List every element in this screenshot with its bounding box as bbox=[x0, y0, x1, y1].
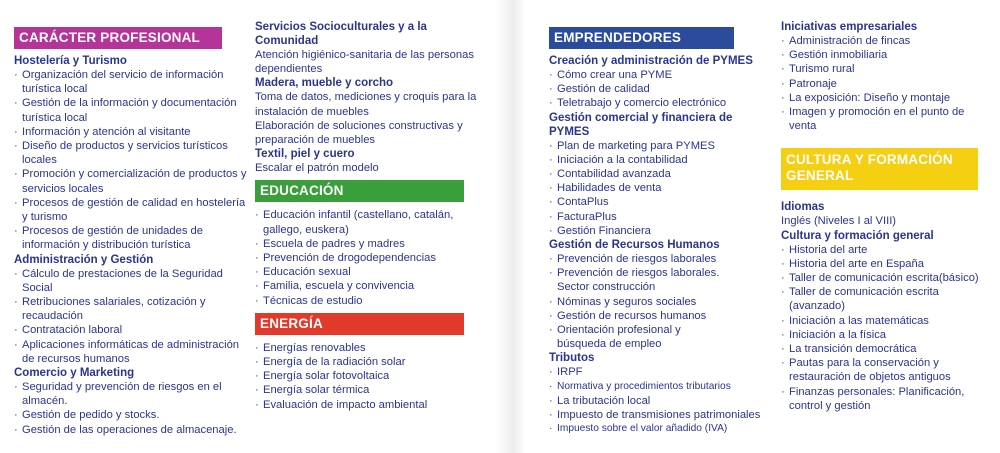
header-emprendedores: EMPRENDEDORES bbox=[549, 27, 734, 49]
list-item: · Taller de comunicación escrita (avanzado) bbox=[781, 285, 986, 313]
header-energia: ENERGÍA bbox=[255, 313, 464, 335]
list-item: · Contratación laboral bbox=[14, 323, 249, 337]
list-item: · Taller de comunicación escrita(básico) bbox=[781, 271, 986, 285]
list-item: Escalar el patrón modelo bbox=[255, 162, 379, 175]
list-item: · Historia del arte bbox=[781, 243, 986, 257]
list-cultura-general bbox=[781, 243, 986, 413]
list-item: · Finanzas personales: Planificación, control y gestión bbox=[781, 385, 986, 413]
list-item: · Procesos de gestión de unidades de información y distribución turística bbox=[14, 224, 249, 252]
list-textil bbox=[255, 161, 480, 175]
list-item: Toma de datos, mediciones y croquis para la instalación de muebles bbox=[255, 91, 477, 118]
subheading-gestion-comercial: Gestión comercial y financiera de PYMES bbox=[549, 111, 733, 138]
subheading-madera: Madera, mueble y corcho bbox=[255, 77, 394, 90]
list-item: · Iniciación a la física bbox=[781, 328, 986, 342]
list-item: · Educación infantil (castellano, catalán, gallego, euskera) bbox=[255, 208, 480, 236]
list-item: · IRPF bbox=[549, 365, 774, 379]
list-item: · Prevención de riesgos laborales bbox=[549, 252, 729, 266]
list-item: · Prevención de riesgos laborales. Sector construcción bbox=[549, 266, 729, 294]
list-item: · Seguridad y prevención de riesgos en el almacén. bbox=[14, 380, 249, 408]
list-item: · Familia, escuela y convivencia bbox=[255, 279, 480, 293]
list-item: · Diseño de productos y servicios turísticos locales bbox=[14, 139, 249, 167]
list-item: · FacturaPlus bbox=[549, 210, 774, 224]
header-educacion: EDUCACIÓN bbox=[255, 180, 464, 202]
list-item: · Escuela de padres y madres bbox=[255, 237, 480, 251]
subheading-servicios: Servicios Socioculturales y a la Comunidad bbox=[255, 21, 427, 47]
column-servicios-educacion-energia bbox=[255, 20, 480, 412]
list-item: · ContaPlus bbox=[549, 195, 774, 209]
list-item: · Retribuciones salariales, cotización y recaudación bbox=[14, 295, 249, 323]
subheading-comercio: Comercio y Marketing bbox=[14, 367, 135, 380]
list-item: · La transición democrática bbox=[781, 342, 986, 356]
list-administracion bbox=[14, 267, 249, 366]
list-recursos-humanos bbox=[549, 252, 729, 351]
list-item: · Turismo rural bbox=[781, 62, 986, 76]
list-item: · Aplicaciones informáticas de administración de recursos humanos bbox=[14, 338, 249, 366]
list-tributos bbox=[549, 365, 774, 436]
list-item: Elaboración de soluciones constructivas y preparación de muebles bbox=[255, 119, 463, 147]
subheading-idiomas: Idiomas bbox=[781, 201, 825, 214]
column-caracter-profesional bbox=[14, 27, 249, 437]
list-item: · Administración de fincas bbox=[781, 34, 986, 48]
list-item: · Orientación profesional y búsqueda de empleo bbox=[549, 323, 729, 351]
list-item: · Impuesto de transmisiones patrimoniales bbox=[549, 408, 774, 422]
list-item: · Pautas para la conservación y restauración de objetos antiguos bbox=[781, 356, 986, 384]
list-item: · Teletrabajo y comercio electrónico bbox=[549, 96, 774, 110]
list-item: · Plan de marketing para PYMES bbox=[549, 139, 774, 153]
list-item: · Cómo crear una PYME bbox=[549, 68, 774, 82]
subheading-administracion: Administración y Gestión bbox=[14, 253, 154, 266]
list-energia bbox=[255, 341, 480, 412]
list-item: · Gestión de calidad bbox=[549, 82, 774, 96]
list-item: · Procesos de gestión de calidad en hostelería y turismo bbox=[14, 196, 249, 224]
list-item: · Prevención de drogodependencias bbox=[255, 251, 480, 265]
page-fold bbox=[496, 0, 526, 453]
list-item: · Energía solar térmica bbox=[255, 383, 480, 397]
list-item: · Patronaje bbox=[781, 77, 986, 91]
list-educacion bbox=[255, 208, 480, 307]
subheading-creacion: Creación y administración de PYMES bbox=[549, 55, 753, 67]
list-item: · Historia del arte en España bbox=[781, 257, 986, 271]
list-item: · Imagen y promoción en el punto de venta bbox=[781, 105, 986, 133]
list-iniciativas bbox=[781, 34, 986, 133]
subheading-tributos: Tributos bbox=[549, 352, 595, 365]
list-gestion-comercial bbox=[549, 139, 774, 238]
subheading-recursos-humanos: Gestión de Recursos Humanos bbox=[549, 239, 720, 252]
list-comercio bbox=[14, 380, 249, 437]
list-item: Atención higiénico-sanitaria de las personas dependientes bbox=[255, 49, 474, 76]
list-item: · Contabilidad avanzada bbox=[549, 167, 774, 181]
list-item: · Iniciación a la contabilidad bbox=[549, 153, 774, 167]
list-item: · Información y atención al visitante bbox=[14, 125, 249, 139]
list-item: · Organización del servicio de información turística local bbox=[14, 68, 249, 96]
list-item: · Normativa y procedimientos tributarios bbox=[549, 380, 774, 394]
list-item: · Técnicas de estudio bbox=[255, 294, 480, 308]
header-cultura: CULTURA Y FORMACIÓN GENERAL bbox=[781, 148, 978, 190]
list-item: · Energías renovables bbox=[255, 341, 480, 355]
list-item: · Gestión de la información y documentación turística local bbox=[14, 96, 249, 124]
subheading-hosteleria: Hostelería y Turismo bbox=[14, 55, 127, 67]
list-item: · Habilidades de venta bbox=[549, 181, 774, 195]
subheading-iniciativas: Iniciativas empresariales bbox=[781, 21, 918, 33]
idiomas-text: Inglés (Niveles I al VIII) bbox=[781, 215, 897, 228]
list-item: · Gestión de pedido y stocks. bbox=[14, 408, 249, 422]
list-item: · Energía solar fotovoltaica bbox=[255, 369, 480, 383]
list-item: · Impuesto sobre el valor añadido (IVA) bbox=[549, 422, 774, 436]
list-item: · La exposición: Diseño y montaje bbox=[781, 91, 986, 105]
list-hosteleria bbox=[14, 68, 249, 253]
list-item: · Gestión Financiera bbox=[549, 224, 774, 238]
list-item: · Gestión inmobiliaria bbox=[781, 48, 986, 62]
list-item: · Evaluación de impacto ambiental bbox=[255, 398, 480, 412]
list-item: · Gestión de las operaciones de almacenaje. bbox=[14, 423, 249, 437]
subheading-cultura-general: Cultura y formación general bbox=[781, 229, 934, 242]
column-emprendedores bbox=[549, 27, 774, 436]
list-item: · Energía de la radiación solar bbox=[255, 355, 480, 369]
list-item: · Iniciación a las matemáticas bbox=[781, 314, 986, 328]
column-iniciativas-cultura bbox=[781, 20, 986, 413]
list-item: · Promoción y comercialización de productos y servicios locales bbox=[14, 167, 249, 195]
list-servicios bbox=[255, 48, 480, 76]
subheading-textil: Textil, piel y cuero bbox=[255, 148, 355, 161]
list-creacion bbox=[549, 68, 774, 111]
header-caracter-profesional: CARÁCTER PROFESIONAL bbox=[14, 27, 222, 49]
list-item: · Gestión de recursos humanos bbox=[549, 309, 729, 323]
list-item: · Educación sexual bbox=[255, 265, 480, 279]
list-item: · Cálculo de prestaciones de la Seguridad Social bbox=[14, 267, 249, 295]
list-item: · La tributación local bbox=[549, 394, 774, 408]
list-item: · Nóminas y seguros sociales bbox=[549, 295, 729, 309]
list-madera bbox=[255, 90, 480, 147]
